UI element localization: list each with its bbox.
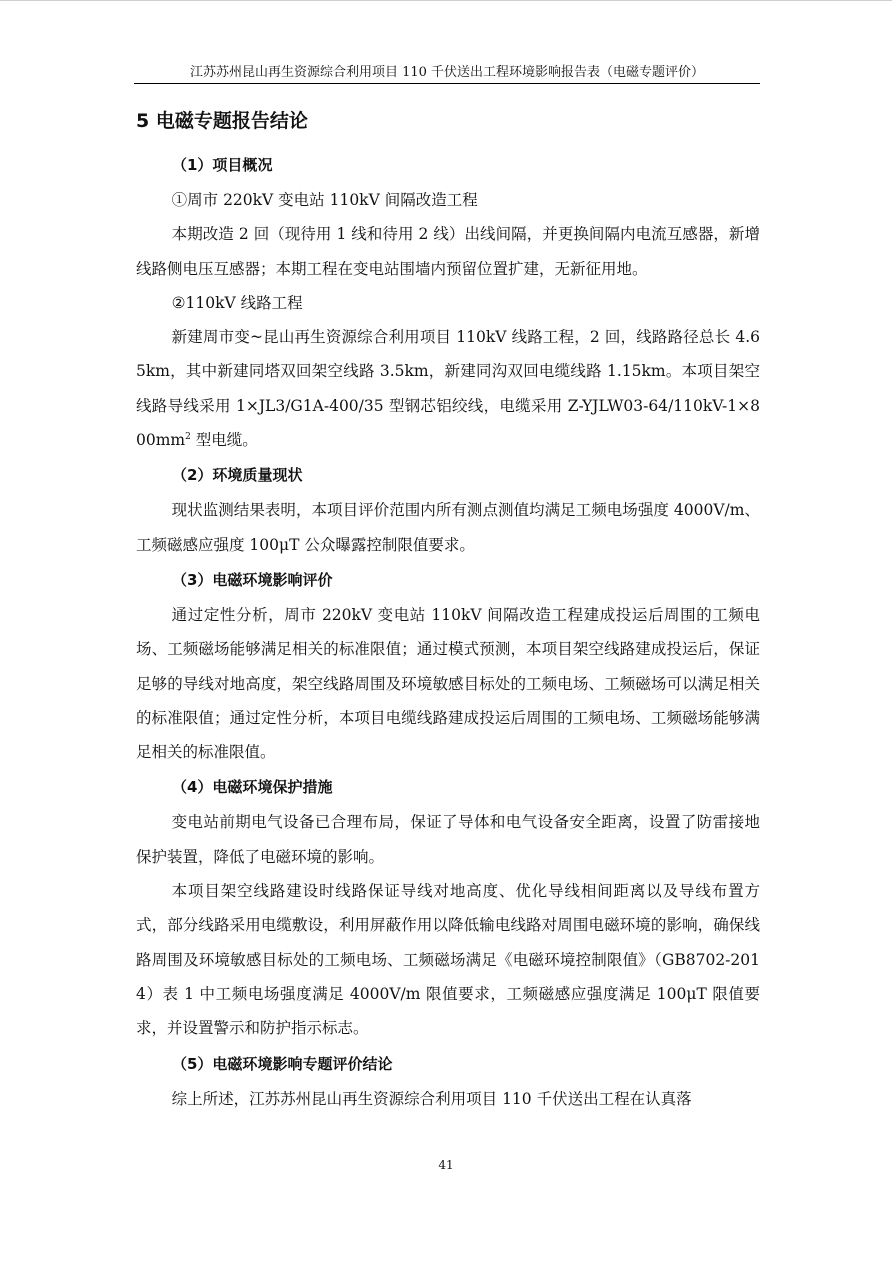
paragraph-monitoring-results: 现状监测结果表明，本项目评价范围内所有测点测值均满足工频电场强度 4000V/m、工频磁感应强度 100μT 公众曝露控制限值要求。 <box>136 501 760 554</box>
page-top-edge <box>0 0 892 1</box>
paragraph-substation-detail: 本期改造 2 回（现待用 1 线和待用 2 线）出线间隔，并更换间隔内电流互感器，新增线路侧电压互感器；本期工程在变电站围墙内预留位置扩建，无新征用地。 <box>136 225 760 278</box>
paragraph-line-measures: 本项目架空线路建设时线路保证导线对地高度、优化导线相间距离以及导线布置方式，部分线路采用电缆敷设，利用屏蔽作用以降低输电线路对周围电磁环境的影响，确保线路周围及环境敏感目标处的工频电场、工频磁场满足《电磁环境控制限值》（GB8702-2014）表 1 中工频电场强度满足 4000V/m 限值要求，工频磁感应强度满足 100μT 限值要求，并设置警示和防护指示标志。 <box>136 882 760 1038</box>
section-title: 5 电磁专题报告结论 <box>136 110 308 132</box>
running-header: 江苏苏州昆山再生资源综合利用项目 110 千伏送出工程环境影响报告表（电磁专题评价） <box>189 65 705 80</box>
paragraph-line-item: ②110kV 线路工程 <box>171 293 303 312</box>
subheading-impact-assessment: （3）电磁环境影响评价 <box>172 570 333 589</box>
subheading-protection-measures: （4）电磁环境保护措施 <box>172 778 333 797</box>
paragraph-impact-assessment: 通过定性分析，周市 220kV 变电站 110kV 间隔改造工程建成投运后周围的工频电场、工频磁场能够满足相关的标准限值；通过模式预测，本项目架空线路建成投运后，保证足够的导线对地高度，架空线路周围及环境敏感目标处的工频电场、工频磁场可以满足相关的标准限值；通过定性分析，本项目电缆线路建成投运后周围的工频电场、工频磁场能够满足相关的标准限值。 <box>136 605 760 762</box>
header-rule <box>134 83 760 84</box>
line-detail-tail: 型电缆。 <box>190 431 258 450</box>
paragraph-conclusion: 综上所述，江苏苏州昆山再生资源综合利用项目 110 千伏送出工程在认真落 <box>171 1089 692 1108</box>
paragraph-line-detail <box>136 320 760 457</box>
subheading-environment-status: （2）环境质量现状 <box>172 466 303 485</box>
subheading-conclusion: （5）电磁环境影响专题评价结论 <box>172 1054 393 1073</box>
document-body <box>136 106 760 1116</box>
line-detail-text: 新建周市变~昆山再生资源综合利用项目 110kV 线路工程，2 回，线路路径总长 4.65km，其中新建同塔双回架空线路 3.5km，新建同沟双回电缆线路 1.15km。本项目架空线路导线采用 1×JL3/G1A-400/35 型钢芯铝绞线，电缆采用 Z-YJLW03-64/110kV-1×800mm <box>136 328 760 450</box>
subheading-project-overview: （1）项目概况 <box>172 156 273 174</box>
superscript-2: 2 <box>185 431 191 442</box>
paragraph-substation-item: ①周市 220kV 变电站 110kV 间隔改造工程 <box>171 191 478 209</box>
paragraph-substation-measures: 变电站前期电气设备已合理布局，保证了导体和电气设备安全距离，设置了防雷接地保护装置，降低了电磁环境的影响。 <box>136 813 760 866</box>
page-number: 41 <box>438 1158 454 1172</box>
